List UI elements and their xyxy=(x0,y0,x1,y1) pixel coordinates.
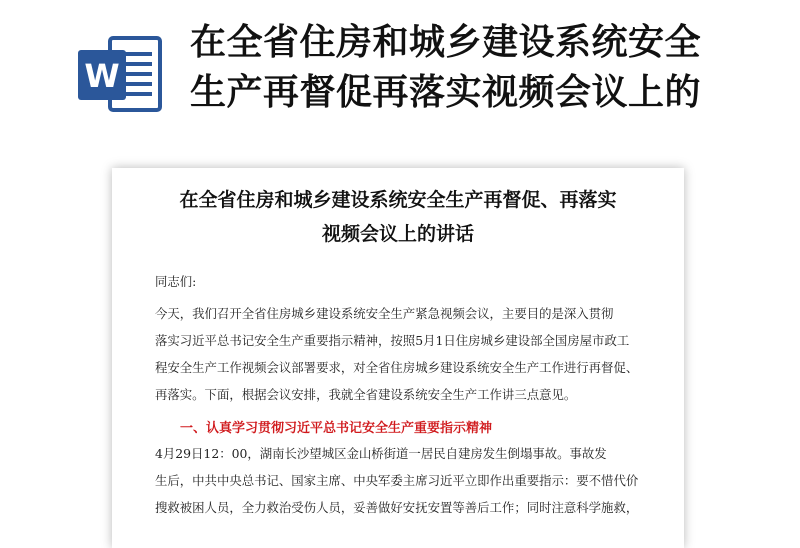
section-heading: 一、认真学习贯彻习近平总书记安全生产重要指示精神 xyxy=(180,421,493,436)
paragraph-intro: 今天，我们召开全省住房城乡建设系统安全生产紧急视频会议，主要目的是深入贯彻 落实习近平总书记安全生产重要指示精神，按照5月1日住房城乡建设部全国房屋市政工 程安全生产工作视频会议部署要求，对全省住房城乡建设系统安全生产工作进行再督促、 再落实。下面，根据会议安排，我就全省建设系统安全生产工作讲三点意见。 xyxy=(155,306,639,402)
banner xyxy=(0,0,800,150)
svg-text:W: W xyxy=(84,57,120,95)
banner-title: 在全省住房和城乡建设系统安全 生产再督促再落实视频会议上的 xyxy=(190,22,702,113)
greeting: 同志们: xyxy=(155,274,197,289)
word-icon xyxy=(76,32,164,116)
paragraph-body: 4月29日12：00，湖南长沙望城区金山桥街道一居民自建房发生倒塌事故。事故发 生后，中共中央总书记、国家主席、中央军委主席习近平立即作出重要指示：要不惜代价 搜救被困人员，全力救治受伤人员，妥善做好安抚安置等善后工作；同时注意科学施救， xyxy=(155,446,639,515)
document-title: 在全省住房和城乡建设系统安全生产再督促、再落实 视频会议上的讲话 xyxy=(179,189,617,245)
